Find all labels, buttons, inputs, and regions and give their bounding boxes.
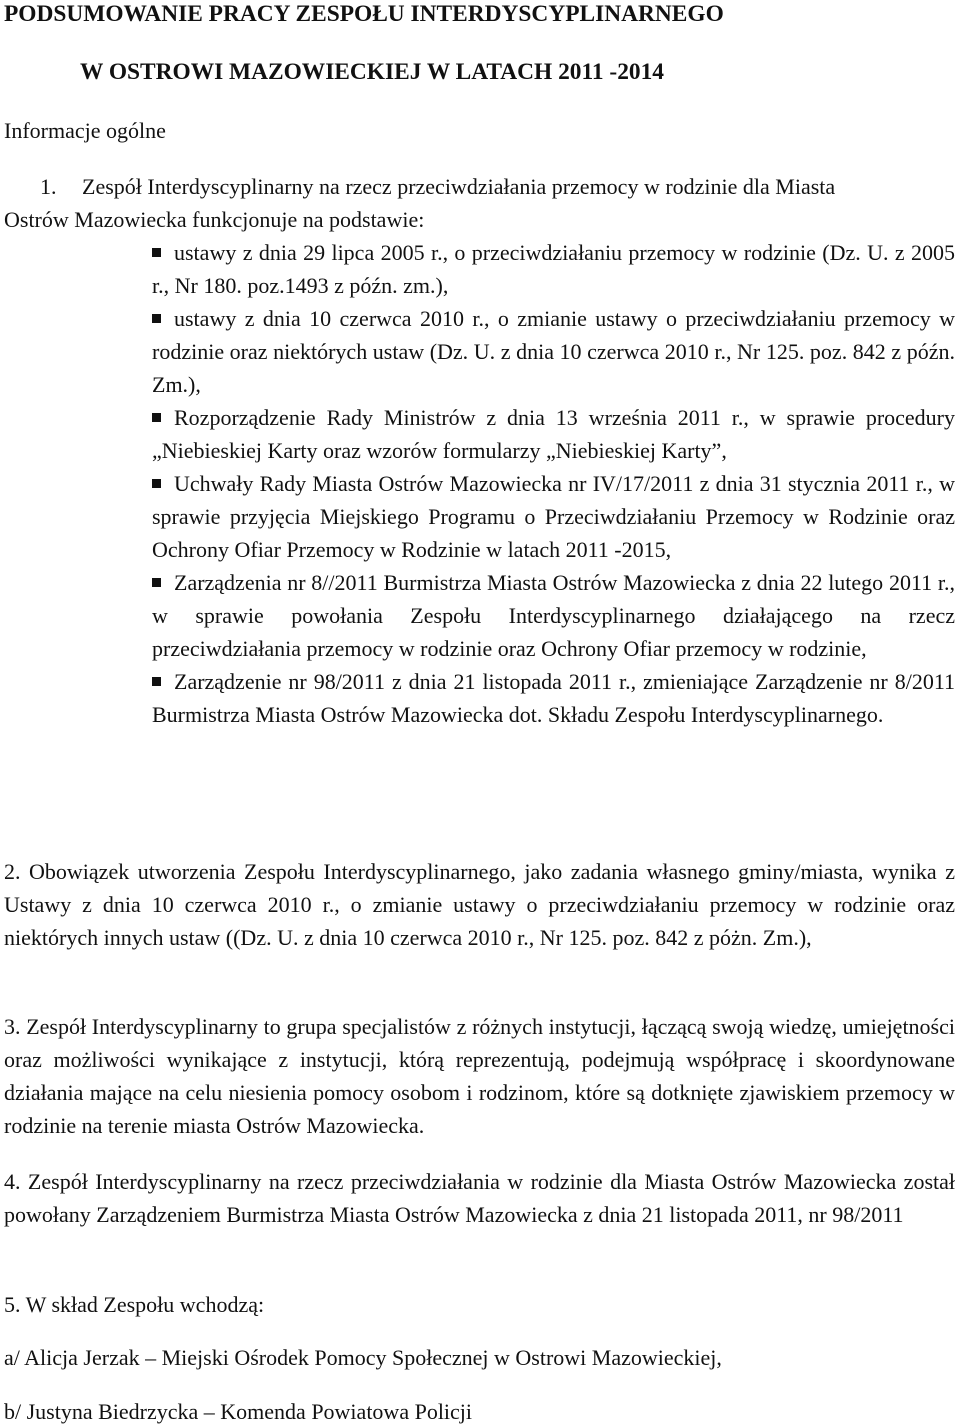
item-1-line-1 [4,170,954,203]
item-3: 3. Zespół Interdyscyplinarny to grupa specjalistów z różnych instytucji, łączącą swoją wiedzę, umiejętności oraz możliwości wynikające z instytucji, którą reprezentują, podejmują współpracę i skoordynowane działania mające na celu niesienia pomocy osobom i rodzinom, które są dotknięte zjawiskiem przemocy w rodzinie na terenie miasta Ostrów Mazowiecka. [4,1014,955,1138]
list-item-text: Zarządzenia nr 8//2011 Burmistrza Miasta Ostrów Mazowiecka z dnia 22 lutego 2011 r., w sprawie powołania Zespołu Interdyscyplinarnego działającego na rzecz przeciwdziałania przemocy w rodzinie oraz Ochrony Ofiar przemocy w rodzinie, [152,570,955,661]
bullet-square-icon [152,248,161,257]
list-item [152,236,955,302]
item-5: 5. W skład Zespołu wchodzą: [4,1292,265,1317]
item-1 [4,170,954,236]
bullet-square-icon [152,677,161,686]
list-item [152,665,955,731]
document-title-line-1: PODSUMOWANIE PRACY ZESPOŁU INTERDYSCYPLINARNEGO [4,1,724,27]
legal-basis-list [152,236,955,731]
item-1-line-2: Ostrów Mazowiecka funkcjonuje na podstawie: [4,207,425,232]
list-item-text: Rozporządzenie Rady Ministrów z dnia 13 września 2011 r., w sprawie procedury „Niebieskiej Karty oraz wzorów formularzy „Niebieskiej Karty”, [152,405,955,463]
item-4: 4. Zespół Interdyscyplinarny na rzecz przeciwdziałania w rodzinie dla Miasta Ostrów Mazowiecka został powołany Zarządzeniem Burmistrza Miasta Ostrów Mazowiecka z dnia 21 listopada 2011, nr 98/2011 [4,1169,955,1227]
item-1-number: 1. [40,174,57,199]
list-item-text: ustawy z dnia 29 lipca 2005 r., o przeciwdziałaniu przemocy w rodzinie (Dz. U. z 2005 r., Nr 180. poz.1493 z późn. zm.), [152,240,955,298]
member-a: a/ Alicja Jerzak – Miejski Ośrodek Pomocy Społecznej w Ostrowi Mazowieckiej, [4,1345,722,1370]
list-item [152,566,955,665]
item-2: 2. Obowiązek utworzenia Zespołu Interdyscyplinarnego, jako zadania własnego gminy/miasta, wynika z Ustawy z dnia 10 czerwca 2010 r., o zmianie ustawy o przeciwdziałaniu przemocy w rodzinie oraz niektórych innych ustaw ((Dz. U. z dnia 10 czerwca 2010 r., Nr 125. poz. 842 z póżn. Zm.), [4,859,955,950]
list-item [152,467,955,566]
document-title-line-2: W OSTROWI MAZOWIECKIEJ W LATACH 2011 -2014 [80,59,664,85]
section-heading: Informacje ogólne [4,118,166,143]
bullet-square-icon [152,479,161,488]
member-b: b/ Justyna Biedrzycka – Komenda Powiatowa Policji [4,1399,473,1424]
bullet-square-icon [152,578,161,587]
list-item [152,401,955,467]
list-item-text: ustawy z dnia 10 czerwca 2010 r., o zmianie ustawy o przeciwdziałaniu przemocy w rodzinie oraz niektórych ustaw (Dz. U. z dnia 10 czerwca 2010 r., Nr 125. poz. 842 z późn. Zm.), [152,306,955,397]
list-item-text: Uchwały Rady Miasta Ostrów Mazowiecka nr IV/17/2011 z dnia 31 stycznia 2011 r., w sprawie przyjęcia Miejskiego Programu o Przeciwdziałaniu Przemocy w Rodzinie oraz Ochrony Ofiar Przemocy w Rodzinie w latach 2011 -2015, [152,471,955,562]
bullet-square-icon [152,413,161,422]
bullet-square-icon [152,314,161,323]
list-item [152,302,955,401]
item-1-line-1-text: Zespół Interdyscyplinarny na rzecz przeciwdziałania przemocy w rodzinie dla Miasta [82,174,836,199]
list-item-text: Zarządzenie nr 98/2011 z dnia 21 listopada 2011 r., zmieniające Zarządzenie nr 8/2011 Burmistrza Miasta Ostrów Mazowiecka dot. Składu Zespołu Interdyscyplinarnego. [152,669,955,727]
